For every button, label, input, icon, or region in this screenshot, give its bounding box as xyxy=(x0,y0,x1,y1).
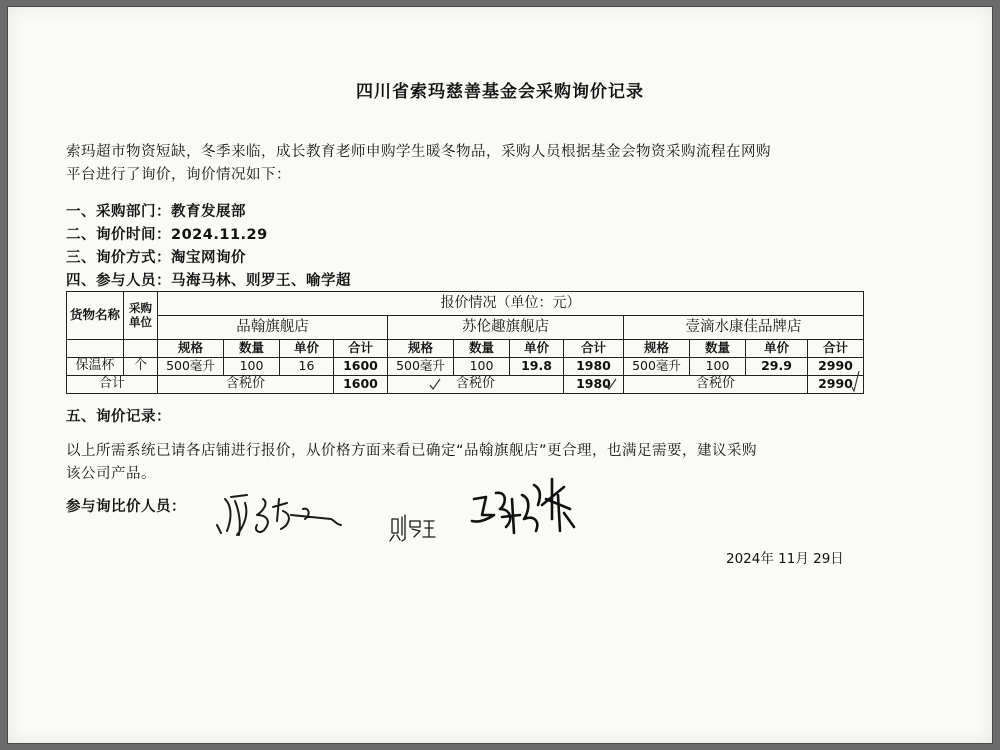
item-inquiry-time: 二、询价时间：2024.11.29 xyxy=(66,227,268,243)
tax-label: 含税价 xyxy=(388,376,564,394)
sub-header-spec: 规格 xyxy=(624,340,690,358)
intro-line-1: 索玛超市物资短缺，冬季来临，成长教育老师申购学生暖冬物品，采购人员根据基金会物资采购流程在网购 xyxy=(66,144,771,160)
quote-header: 报价情况（单位：元） xyxy=(158,292,864,316)
intro-line-2: 平台进行了询价，询价情况如下： xyxy=(66,167,291,183)
item-participants: 四、参与人员：马海马林、则罗王、喻学超 xyxy=(66,273,351,289)
sub-header-spec: 规格 xyxy=(388,340,454,358)
sub-header-price: 单价 xyxy=(510,340,564,358)
price-cell: 19.8 xyxy=(510,358,564,376)
col-goods-header: 货物名称 xyxy=(67,292,124,340)
sub-header-total: 合计 xyxy=(334,340,388,358)
goods-unit: 个 xyxy=(124,358,158,376)
total-label: 合计 xyxy=(67,376,158,394)
document-date: 2024年 11月 29日 xyxy=(726,551,844,567)
participants-label: 参与询比价人员： xyxy=(66,499,186,515)
sub-header-total: 合计 xyxy=(808,340,864,358)
sub-header-price: 单价 xyxy=(280,340,334,358)
grand-total-cell: 1600 xyxy=(334,376,388,394)
item-inquiry-method: 三、询价方式：淘宝网询价 xyxy=(66,250,246,266)
qty-cell: 100 xyxy=(690,358,746,376)
qty-cell: 100 xyxy=(224,358,280,376)
store-header-3: 壹滴水康佳品牌店 xyxy=(624,316,864,340)
goods-name: 保温杯 xyxy=(67,358,124,376)
signature-2 xyxy=(388,513,438,543)
sub-header-spec: 规格 xyxy=(158,340,224,358)
store-header-2: 苏伦趣旗舰店 xyxy=(388,316,624,340)
check-mark-icon xyxy=(850,369,862,393)
tax-label: 含税价 xyxy=(624,376,808,394)
signature-3 xyxy=(468,475,578,545)
sub-header-price: 单价 xyxy=(746,340,808,358)
store-header-1: 品翰旗舰店 xyxy=(158,316,388,340)
total-cell: 2990 xyxy=(808,358,864,376)
section-inquiry-record: 五、询价记录： xyxy=(66,409,171,425)
sub-header-qty: 数量 xyxy=(690,340,746,358)
document-page xyxy=(7,6,993,744)
empty-cell xyxy=(67,340,124,358)
qty-cell: 100 xyxy=(454,358,510,376)
spec-cell: 500毫升 xyxy=(624,358,690,376)
conclusion-line-1: 以上所需系统已请各店铺进行报价，从价格方面来看已确定“品翰旗舰店”更合理，也满足需要，建议采购 xyxy=(66,443,758,459)
price-cell: 29.9 xyxy=(746,358,808,376)
sub-header-qty: 数量 xyxy=(224,340,280,358)
grand-total-cell: 2990 xyxy=(808,376,864,394)
conclusion-line-2: 该公司产品。 xyxy=(66,466,156,482)
check-mark-icon xyxy=(604,377,618,391)
total-cell: 1600 xyxy=(334,358,388,376)
signature-1 xyxy=(213,485,348,541)
check-mark-icon xyxy=(428,377,442,391)
price-cell: 16 xyxy=(280,358,334,376)
document-title: 四川省索玛慈善基金会采购询价记录 xyxy=(356,82,644,102)
sub-header-qty: 数量 xyxy=(454,340,510,358)
tax-label: 含税价 xyxy=(158,376,334,394)
empty-cell xyxy=(124,340,158,358)
quote-table xyxy=(66,291,864,394)
col-unit-header: 采购单位 xyxy=(124,292,158,340)
totals-row xyxy=(67,376,864,394)
spec-cell: 500毫升 xyxy=(388,358,454,376)
sub-header-total: 合计 xyxy=(564,340,624,358)
table-row xyxy=(67,358,864,376)
grand-total-cell: 1980 xyxy=(564,376,624,394)
item-department: 一、采购部门：教育发展部 xyxy=(66,204,246,220)
spec-cell: 500毫升 xyxy=(158,358,224,376)
total-cell: 1980 xyxy=(564,358,624,376)
